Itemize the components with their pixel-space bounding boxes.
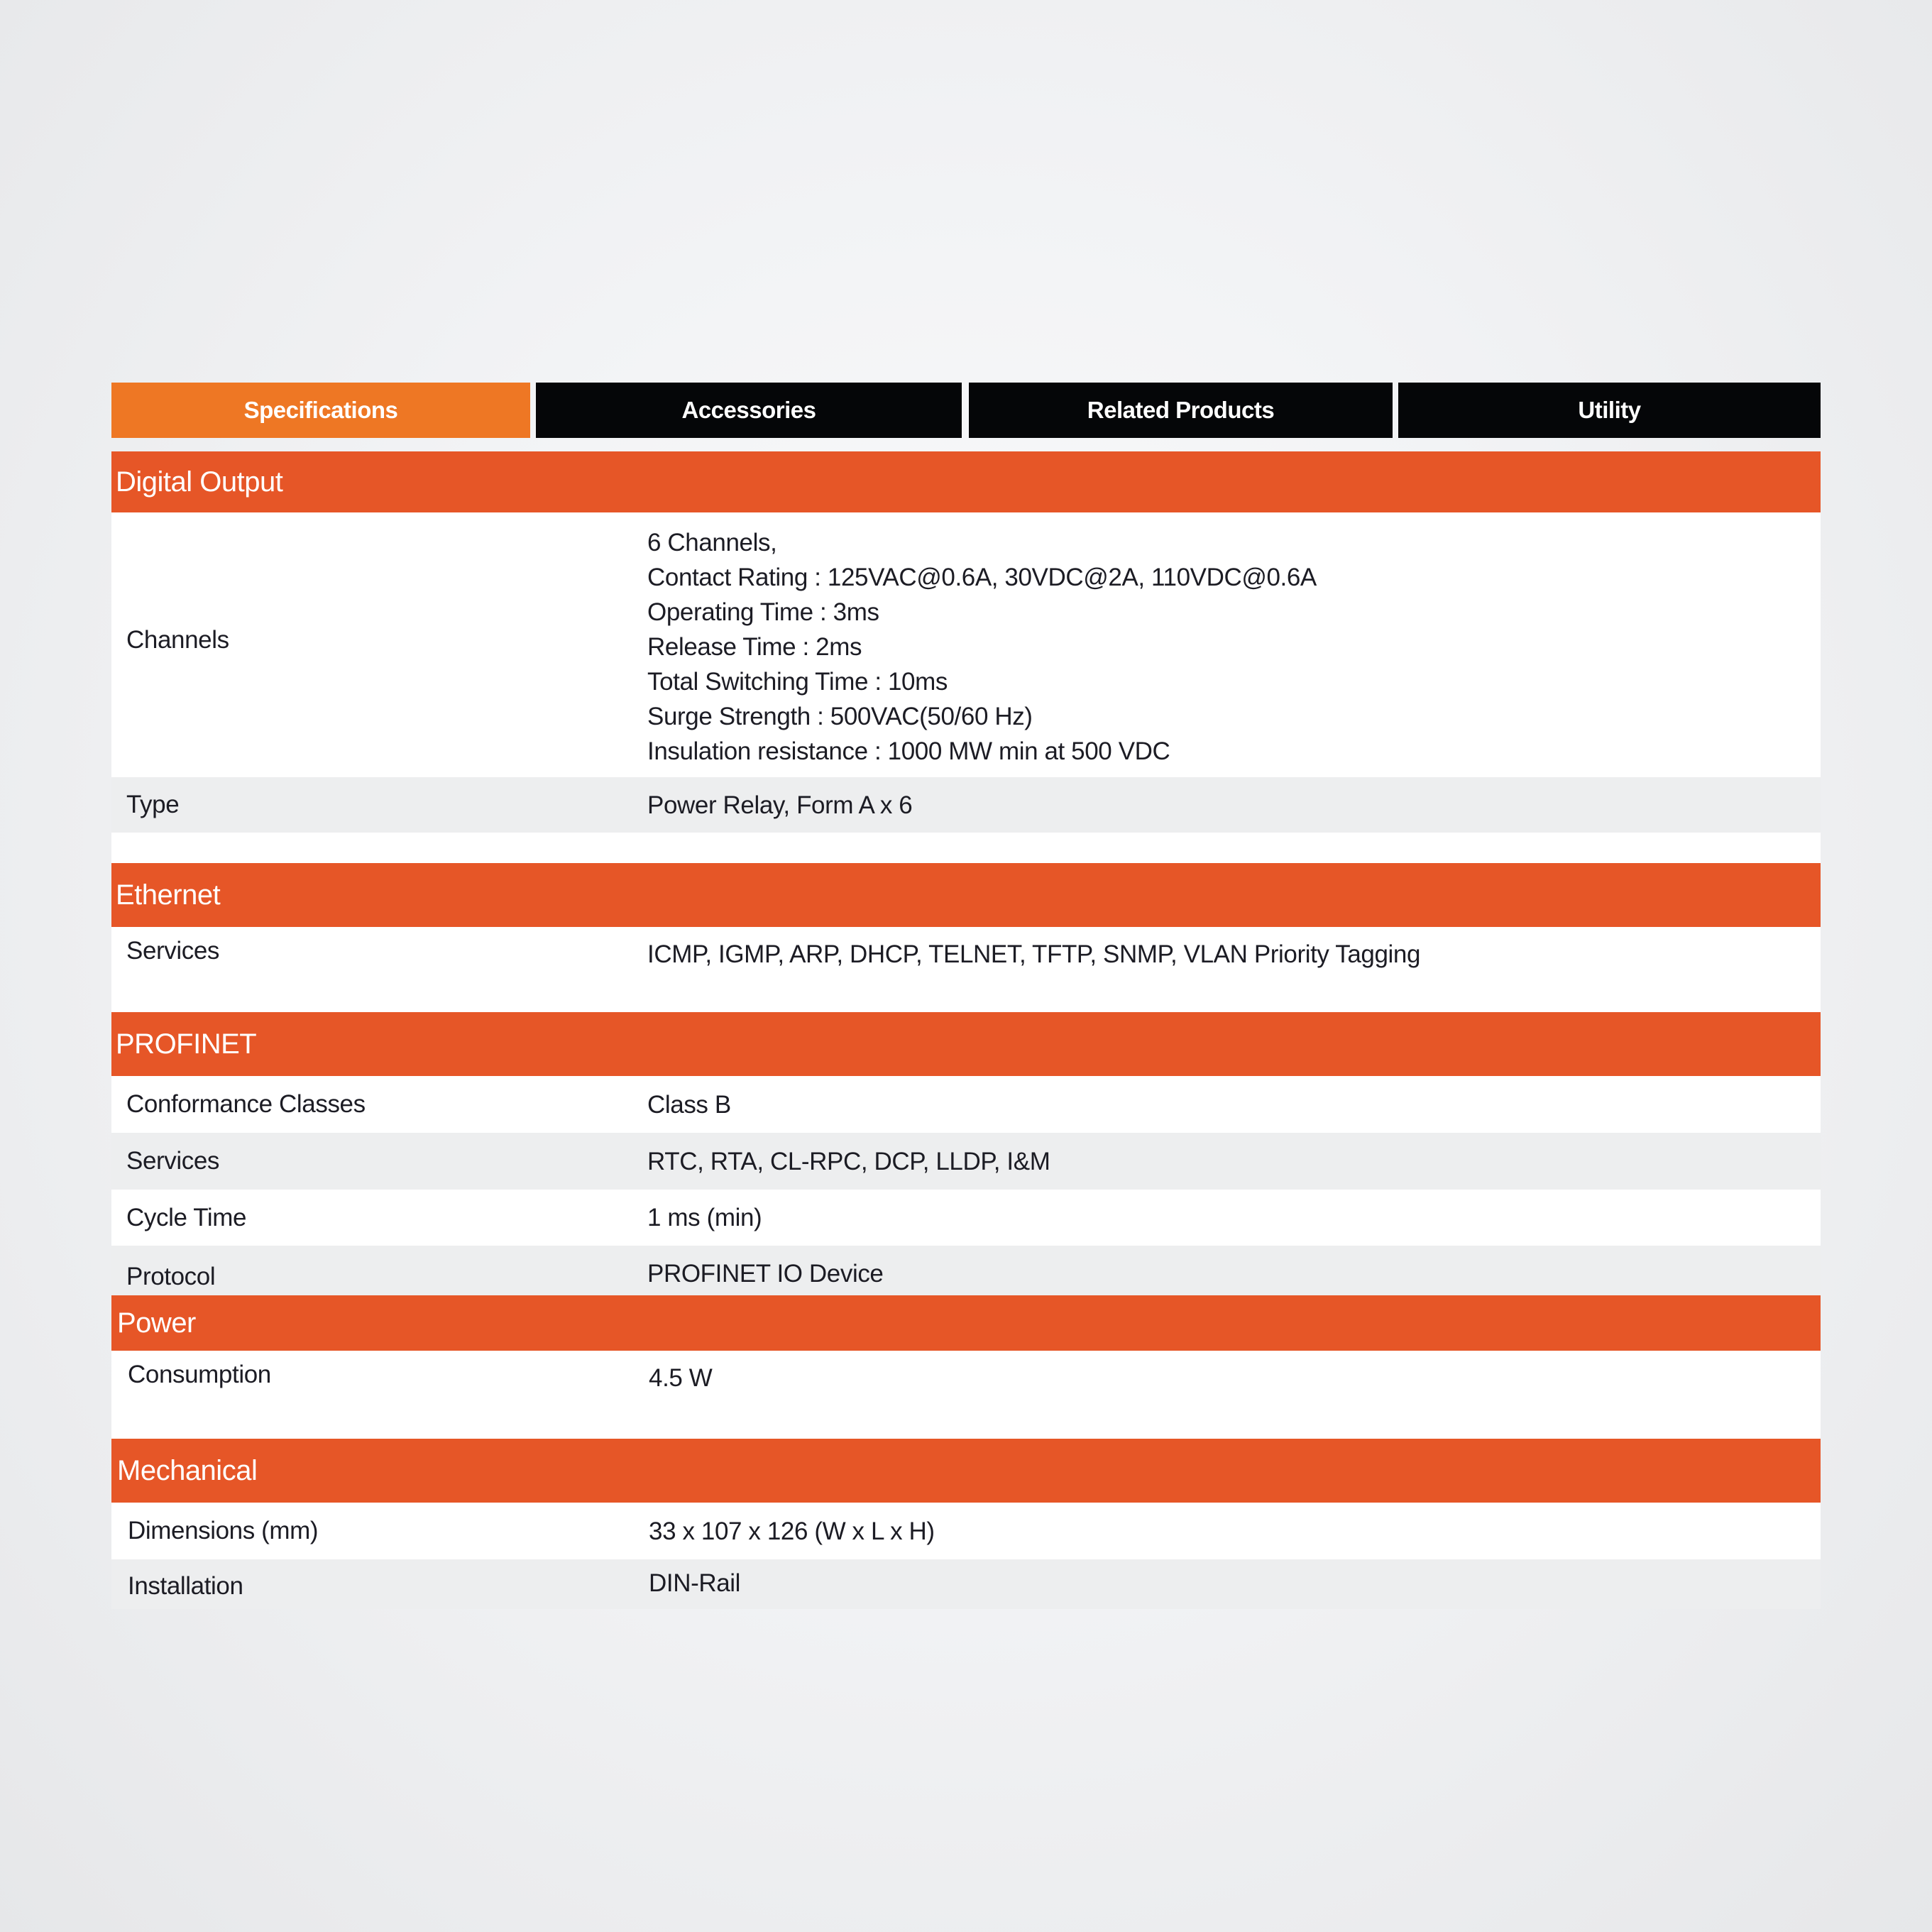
spec-label: Services [126,1147,220,1175]
spec-value: ICMP, IGMP, ARP, DHCP, TELNET, TFTP, SNMP, VLAN Priority Tagging [647,940,1421,968]
section-header-power [111,1295,1821,1351]
spec-value-line: Insulation resistance : 1000 MW min at 500 VDC [647,737,1170,765]
spec-value: 33 x 107 x 126 (W x L x H) [649,1517,935,1545]
section-title: Power [117,1307,196,1339]
section-title: PROFINET [116,1028,257,1060]
spec-row-protocol [111,1246,1821,1295]
spec-row-installation [111,1559,1821,1609]
spec-value-line: Contact Rating : 125VAC@0.6A, 30VDC@2A, 110VDC@0.6A [647,564,1317,591]
spec-value: RTC, RTA, CL-RPC, DCP, LLDP, I&M [647,1147,1050,1175]
tab-bar [111,383,1821,438]
spec-label: Type [126,791,180,818]
section-title: Mechanical [117,1454,258,1486]
spec-value: 1 ms (min) [647,1204,762,1231]
spec-row-channels [111,512,1821,777]
spec-value-line: Operating Time : 3ms [647,598,879,626]
spec-row-dimensions [111,1503,1821,1559]
spec-value: PROFINET IO Device [647,1260,884,1288]
spec-value: DIN-Rail [649,1569,741,1597]
section-title: Digital Output [116,466,283,498]
spec-value-line: Surge Strength : 500VAC(50/60 Hz) [647,703,1033,730]
spec-value: Power Relay, Form A x 6 [647,791,913,819]
spec-label: Installation [128,1572,243,1600]
spec-row-conformance-classes [111,1076,1821,1133]
spec-row-cycle-time [111,1190,1821,1246]
spec-row-profinet-services [111,1133,1821,1190]
section-title: Ethernet [116,879,221,911]
spec-value: Class B [647,1090,731,1119]
spec-label: Channels [126,626,229,654]
spec-row-ethernet-services [111,927,1821,1012]
section-spacer [111,833,1821,863]
spec-label: Cycle Time [126,1203,247,1231]
spec-value-line: 6 Channels, [647,529,777,556]
spec-label: Dimensions (mm) [128,1517,319,1544]
tab-accessories[interactable]: Accessories [536,383,962,438]
spec-row-consumption [111,1351,1821,1439]
spec-value-line: Release Time : 2ms [647,633,862,661]
specifications-table [111,451,1821,1609]
spec-panel [111,383,1821,1609]
tab-utility[interactable]: Utility [1398,383,1821,438]
section-header-digital-output [111,451,1821,512]
section-header-mechanical [111,1439,1821,1503]
spec-row-type [111,777,1821,833]
spec-label: Consumption [128,1361,271,1388]
section-header-profinet [111,1012,1821,1076]
tab-specifications[interactable]: Specifications [111,383,530,438]
spec-label: Conformance Classes [126,1090,366,1118]
section-header-ethernet [111,863,1821,927]
spec-label: Protocol [126,1263,216,1290]
spec-label: Services [126,937,220,965]
spec-value: 4.5 W [649,1364,713,1392]
spec-value-channels [647,512,1821,769]
tab-related-products[interactable]: Related Products [969,383,1393,438]
spec-value-line: Total Switching Time : 10ms [647,668,948,696]
